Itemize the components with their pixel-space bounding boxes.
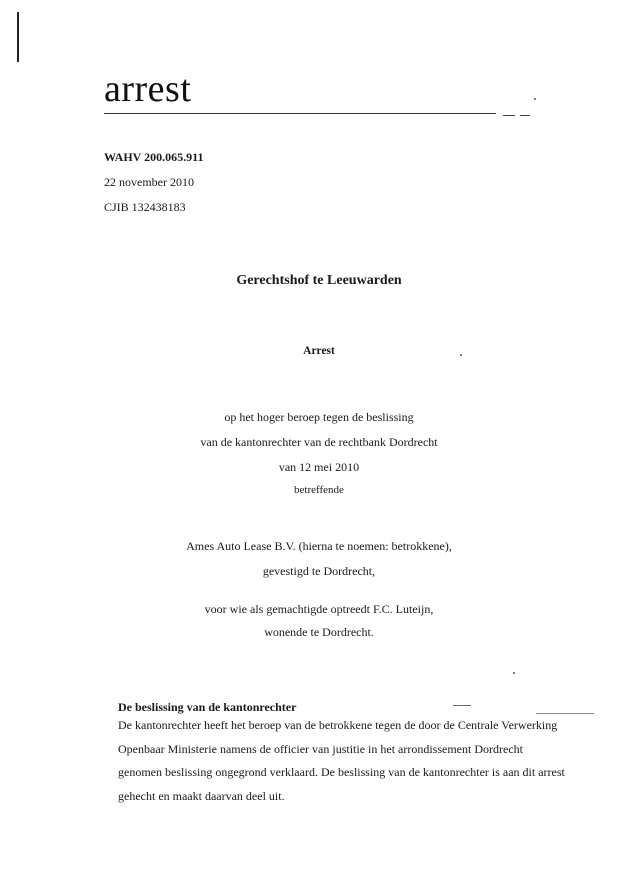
title-rule-dash xyxy=(503,115,515,116)
scan-dash xyxy=(453,705,471,706)
cjib-number: CJIB 132438183 xyxy=(104,200,186,214)
section-body-line: De kantonrechter heeft het beroep van de betrokkene tegen de door de Centrale Verwerking xyxy=(118,718,558,732)
case-number: WAHV 200.065.911 xyxy=(104,150,204,164)
title-rule xyxy=(104,113,496,114)
representative-line: voor wie als gemachtigde optreedt F.C. Luteijn, xyxy=(204,602,434,616)
scan-dash xyxy=(536,713,594,714)
appeal-line: van de kantonrechter van de rechtbank Dordrecht xyxy=(200,435,438,449)
scan-speck xyxy=(534,98,536,100)
doc-type-label: Arrest xyxy=(303,345,335,357)
appeal-line: van 12 mei 2010 xyxy=(278,460,360,474)
title-rule-dash xyxy=(520,115,530,116)
appeal-line: op het hoger beroep tegen de beslissing xyxy=(224,410,414,424)
representative-line: wonende te Dordrecht. xyxy=(264,625,374,639)
appeal-line: betreffende xyxy=(294,484,344,496)
margin-mark xyxy=(17,12,19,62)
section-body-line: genomen beslissing ongegrond verklaard. De beslissing van de kantonrechter is aan dit arrest xyxy=(118,765,565,779)
party-line: Ames Auto Lease B.V. (hierna te noemen: betrokkene), xyxy=(186,539,452,553)
document-title: arrest xyxy=(104,68,192,110)
court-name: Gerechtshof te Leeuwarden xyxy=(236,273,402,288)
section-body-line: Openbaar Ministerie namens de officier van justitie in het arrondissement Dordrecht xyxy=(118,742,523,756)
section-body-line: gehecht en maakt daarvan deel uit. xyxy=(118,789,285,803)
party-line: gevestigd te Dordrecht, xyxy=(262,564,376,578)
section-heading: De beslissing van de kantonrechter xyxy=(118,700,297,714)
scan-speck xyxy=(513,672,515,674)
document-date: 22 november 2010 xyxy=(104,175,194,189)
